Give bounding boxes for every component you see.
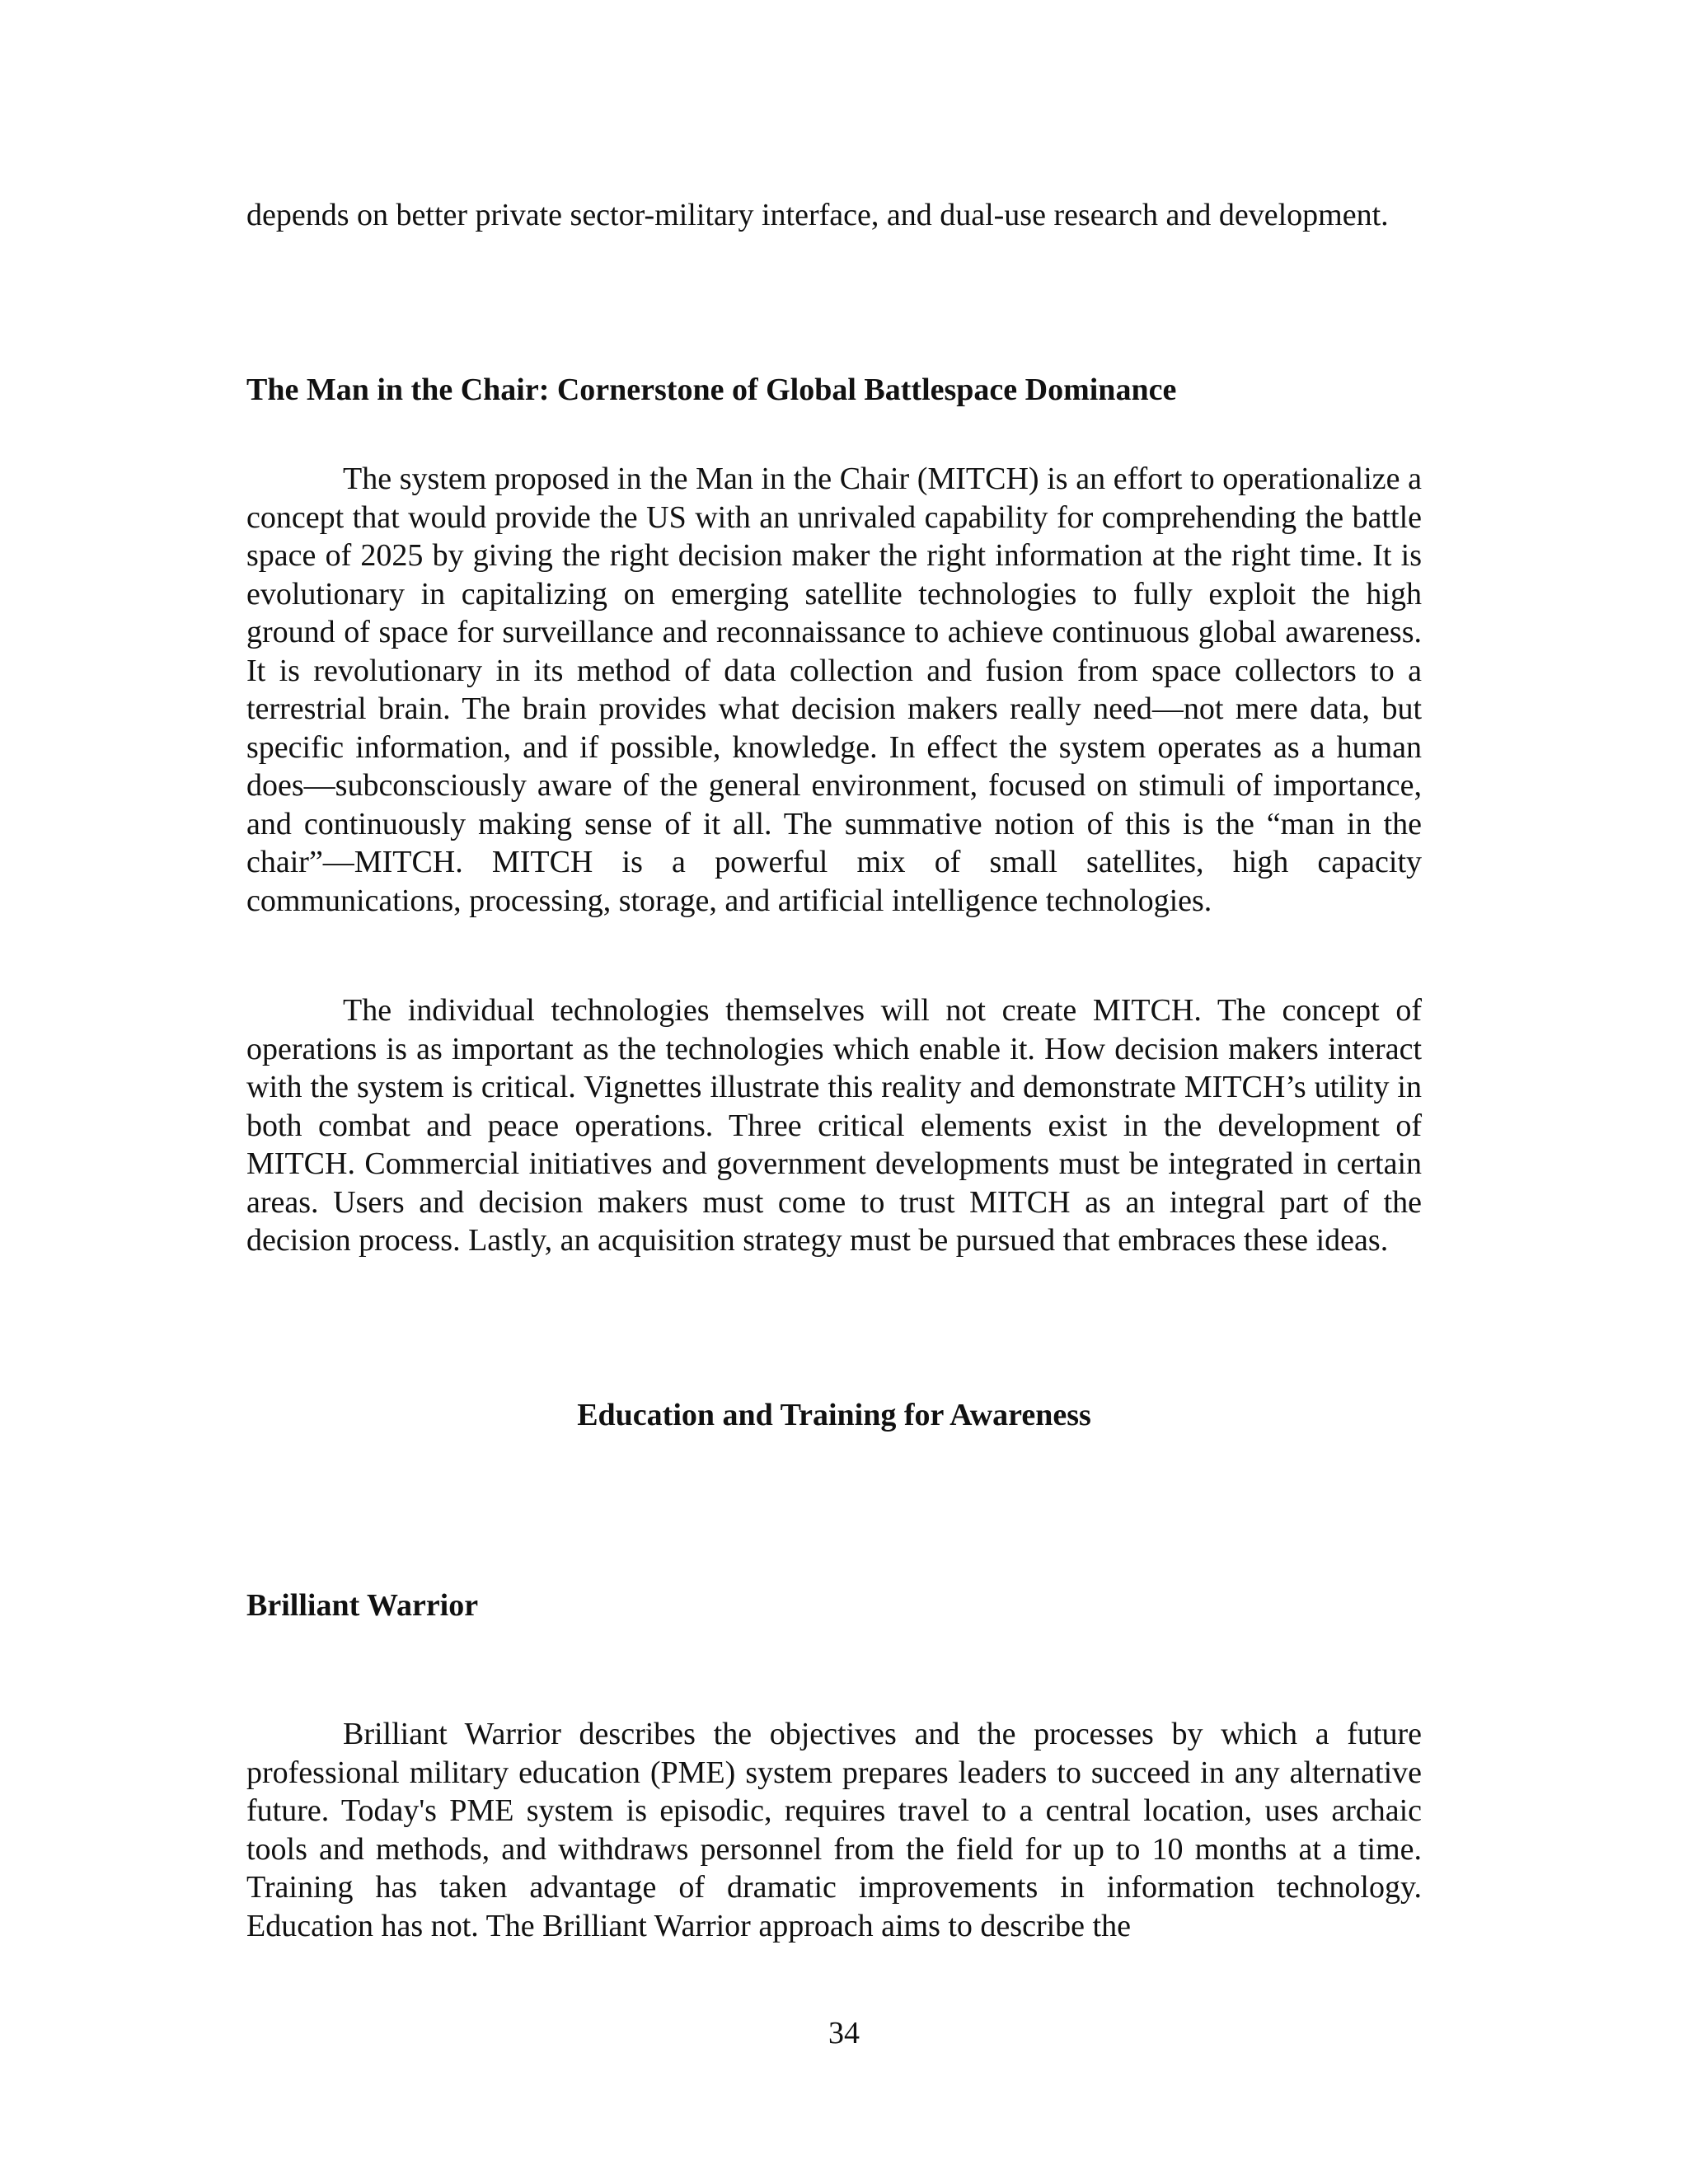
brilliant-warrior-paragraph-block <box>246 1715 1422 1945</box>
brilliant-warrior-heading-block <box>246 1586 1422 1624</box>
section-heading-brilliant-warrior: Brilliant Warrior <box>246 1588 479 1623</box>
chapter-heading-block <box>246 1396 1422 1434</box>
chapter-heading-education-training: Education and Training for Awareness <box>577 1398 1091 1432</box>
mitch-paragraph-2: The individual technologies themselves will not create MITCH. The concept of operations is as important as the technologies which enable it. How decision makers interact with the system is critical. Vignettes illustrate this reality and demonstrate MITCH’s utility in both combat and peace operations. Three critical elements exist in the development of MITCH. Commercial initiatives and government developments must be integrated in certain areas. Users and decision makers must come to trust MITCH as an integral part of the decision process. Lastly, an acquisition strategy must be pursued that embraces these ideas. <box>246 993 1422 1258</box>
mitch-paragraph-1: The system proposed in the Man in the Chair (MITCH) is an effort to operationalize a concept that would provide the US with an unrivaled capability for comprehending the battle space of 2025 by giving the right decision maker the right information at the right time. It is evolutionary in capitalizing on emerging satellite technologies to fully exploit the high ground of space for surveillance and reconnaissance to achieve continuous global awareness. It is revolutionary in its method of data collection and fusion from space collectors to a terrestrial brain. The brain provides what decision makers really need—not mere data, but specific information, and if possible, knowledge. In effect the system operates as a human does—subconsciously aware of the general environment, focused on stimuli of importance, and continuously making sense of it all. The summative notion of this is the “man in the chair”—MITCH. MITCH is a powerful mix of small satellites, high capacity communications, processing, storage, and artificial intelligence technologies. <box>246 462 1422 918</box>
brilliant-warrior-paragraph: Brilliant Warrior describes the objectives and the processes by which a future professional military education (PME) system prepares leaders to succeed in any alternative future. Today's PME system is episodic, requires travel to a central location, uses archaic tools and methods, and withdraws personnel from the field for up to 10 months at a time. Training has taken advantage of dramatic improvements in information technology. Education has not. The Brilliant Warrior approach aims to describe the <box>246 1717 1422 1943</box>
continuation-paragraph-block <box>246 196 1422 235</box>
section-heading-block <box>246 371 1422 409</box>
mitch-paragraph-1-block <box>246 460 1422 920</box>
page-number: 34 <box>828 2016 860 2050</box>
mitch-paragraph-2-block <box>246 991 1422 1260</box>
continuation-paragraph: depends on better private sector-military interface, and dual-use research and development. <box>246 198 1389 232</box>
section-heading-man-in-the-chair: The Man in the Chair: Cornerstone of Global Battlespace Dominance <box>246 373 1177 407</box>
